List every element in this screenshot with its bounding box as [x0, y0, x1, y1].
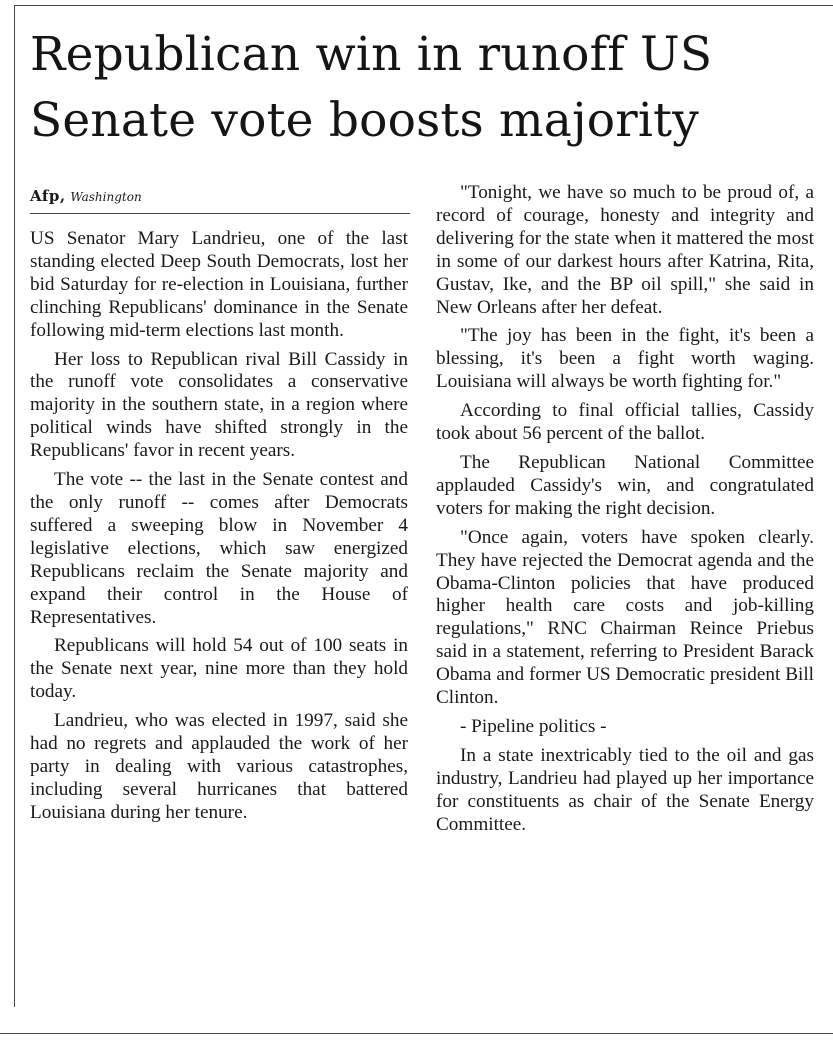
- byline-divider: [30, 213, 410, 214]
- article-column-left: [30, 228, 408, 831]
- dateline: [30, 186, 410, 207]
- top-border-rule: [14, 5, 833, 6]
- bottom-border-rule: [0, 1033, 833, 1034]
- paragraph: Her loss to Republican rival Bill Cassidy in the runoff vote consolidates a conservative majority in the southern state, in a region where political winds have shifted strongly in the Republicans' favor in recent years.: [30, 348, 408, 462]
- paragraph: "Once again, voters have spoken clearly. They have rejected the Democrat agenda and the Obama-Clinton policies that have produced higher health care costs and job-killing regulations," RNC Chairman Reince Priebus said in a statement, referring to President Barack Obama and former US Democratic president Bill Clinton.: [436, 526, 814, 709]
- paragraph: Landrieu, who was elected in 1997, said she had no regrets and applauded the work of her party in dealing with various catastrophes, including several hurricanes that battered Louisiana during her tenure.: [30, 710, 408, 823]
- paragraph: "Tonight, we have so much to be proud of, a record of courage, honesty and integrity and delivering for the state when it mattered the most in some of our darkest hours after Katrina, Rita, Gustav, Ike, and the BP oil spill," she said in New Orleans after her defeat.: [436, 182, 814, 318]
- paragraph: The vote -- the last in the Senate contest and the only runoff -- comes after Democrats suffered a sweeping blow in November 4 legislative elections, which saw energized Republicans reclaim the Senate majority and expand their control in the House of Representatives.: [30, 469, 408, 628]
- dateline-location: Washington: [70, 190, 142, 204]
- paragraph: "The joy has been in the fight, it's been a blessing, it's been a fight worth waging. Louisiana will always be worth fighting for.": [436, 325, 814, 393]
- article-column-right: [436, 182, 814, 842]
- paragraph: In a state inextricably tied to the oil and gas industry, Landrieu had played up her importance for constituents as chair of the Senate Energy Committee.: [436, 744, 814, 835]
- paragraph: The Republican National Committee applauded Cassidy's win, and congratulated voters for making the right decision.: [436, 451, 814, 519]
- headline: Republican win in runoff US Senate vote boosts majority: [30, 27, 713, 148]
- left-border-rule: [14, 5, 15, 1007]
- paragraph: Republicans will hold 54 out of 100 seats in the Senate next year, nine more than they hold today.: [30, 635, 408, 703]
- section-subhead: - Pipeline politics -: [460, 715, 607, 737]
- agency-credit: Afp,: [30, 187, 66, 205]
- paragraph: US Senator Mary Landrieu, one of the last standing elected Deep South Democrats, lost her bid Saturday for re-election in Louisiana, further clinching Republicans' dominance in the Senate following mid-term elections last month.: [30, 228, 408, 341]
- paragraph: According to final official tallies, Cassidy took about 56 percent of the ballot.: [436, 400, 814, 445]
